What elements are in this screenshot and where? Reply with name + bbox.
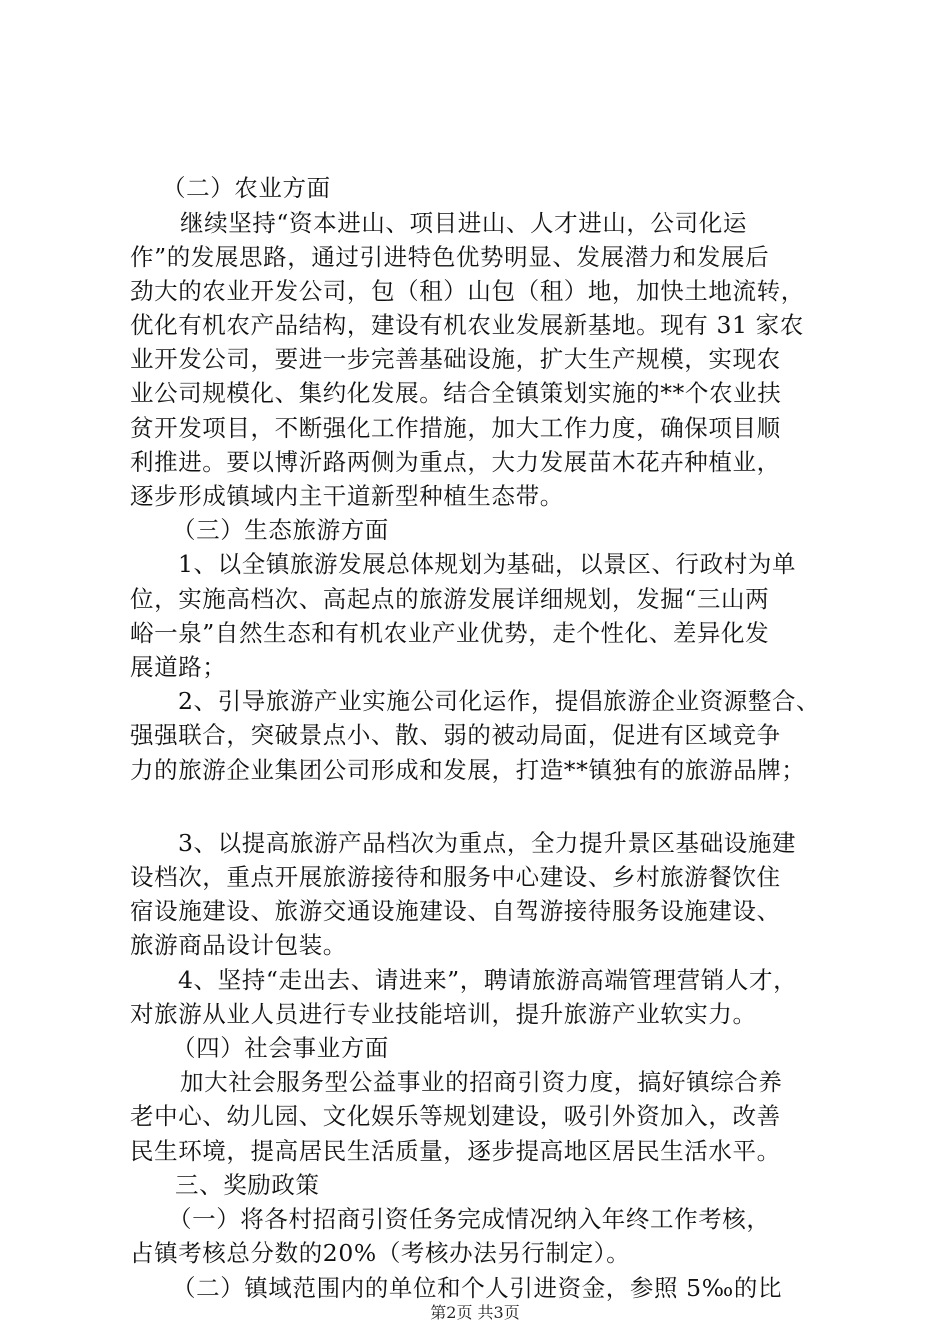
paragraph-line: 强强联合，突破景点小、散、弱的被动局面，促进有区域竞争 [130,721,781,749]
paragraph-line: 4、坚持“走出去、请进来”，聘请旅游高端管理营销人才， [178,966,798,994]
page-footer: 第2页 共3页 [430,1303,520,1322]
paragraph-line: 利推进。要以博沂路两侧为重点，大力发展苗木花卉种植业， [130,448,781,476]
paragraph-line: （二）镇域范围内的单位和个人引进资金，参照 5‰的比 [172,1274,783,1302]
heading-eco-tourism: （三）生态旅游方面 [172,516,389,544]
paragraph-line: 民生环境，提高居民生活质量，逐步提高地区居民生活水平。 [130,1137,781,1165]
paragraph-line: 展道路； [130,653,227,681]
paragraph-line: 宿设施建设、旅游交通设施建设、自驾游接待服务设施建设、 [130,897,781,925]
paragraph-line: 对旅游从业人员进行专业技能培训，提升旅游产业软实力。 [130,1000,757,1028]
paragraph-line: 2、引导旅游产业实施公司化运作，提倡旅游企业资源整合、 [178,687,821,715]
paragraph-line: 设档次，重点开展旅游接待和服务中心建设、乡村旅游餐饮住 [130,863,781,891]
paragraph-line: 力的旅游企业集团公司形成和发展，打造**镇独有的旅游品牌； [130,756,806,784]
paragraph-line: 继续坚持“资本进山、项目进山、人才进山，公司化运 [180,209,747,237]
paragraph-line: 峪一泉”自然生态和有机农业产业优势，走个性化、差异化发 [130,619,770,647]
paragraph-line: 位，实施高档次、高起点的旅游发展详细规划，发掘“三山两 [130,585,770,613]
paragraph-line: 优化有机农产品结构，建设有机农业发展新基地。现有 31 家农 [130,311,804,339]
paragraph-line: 逐步形成镇域内主干道新型种植生态带。 [130,482,564,510]
heading-agriculture: （二）农业方面 [162,174,331,202]
paragraph-line: 3、以提高旅游产品档次为重点，全力提升景区基础设施建 [178,829,797,857]
paragraph-line: 加大社会服务型公益事业的招商引资力度，搞好镇综合养 [180,1068,783,1096]
paragraph-line: 1、以全镇旅游发展总体规划为基础，以景区、行政村为单 [178,550,797,578]
paragraph-line: 业公司规模化、集约化发展。结合全镇策划实施的**个农业扶 [130,379,782,407]
paragraph-line: 劲大的农业开发公司，包（租）山包（租）地，加快土地流转， [130,277,805,305]
heading-social-affairs: （四）社会事业方面 [172,1034,389,1062]
paragraph-line: （一）将各村招商引资任务完成情况纳入年终工作考核， [168,1205,771,1233]
paragraph-line: 业开发公司，要进一步完善基础设施，扩大生产规模，实现农 [130,345,781,373]
paragraph-line: 贫开发项目，不断强化工作措施，加大工作力度，确保项目顺 [130,414,781,442]
paragraph-line: 作”的发展思路，通过引进特色优势明显、发展潜力和发展后 [130,243,770,271]
paragraph-line: 老中心、幼儿园、文化娱乐等规划建设，吸引外资加入，改善 [130,1102,781,1130]
heading-reward-policy: 三、奖励政策 [175,1171,320,1199]
paragraph-line: 占镇考核总分数的20%（考核办法另行制定）。 [130,1239,631,1267]
paragraph-line: 旅游商品设计包装。 [130,931,347,959]
